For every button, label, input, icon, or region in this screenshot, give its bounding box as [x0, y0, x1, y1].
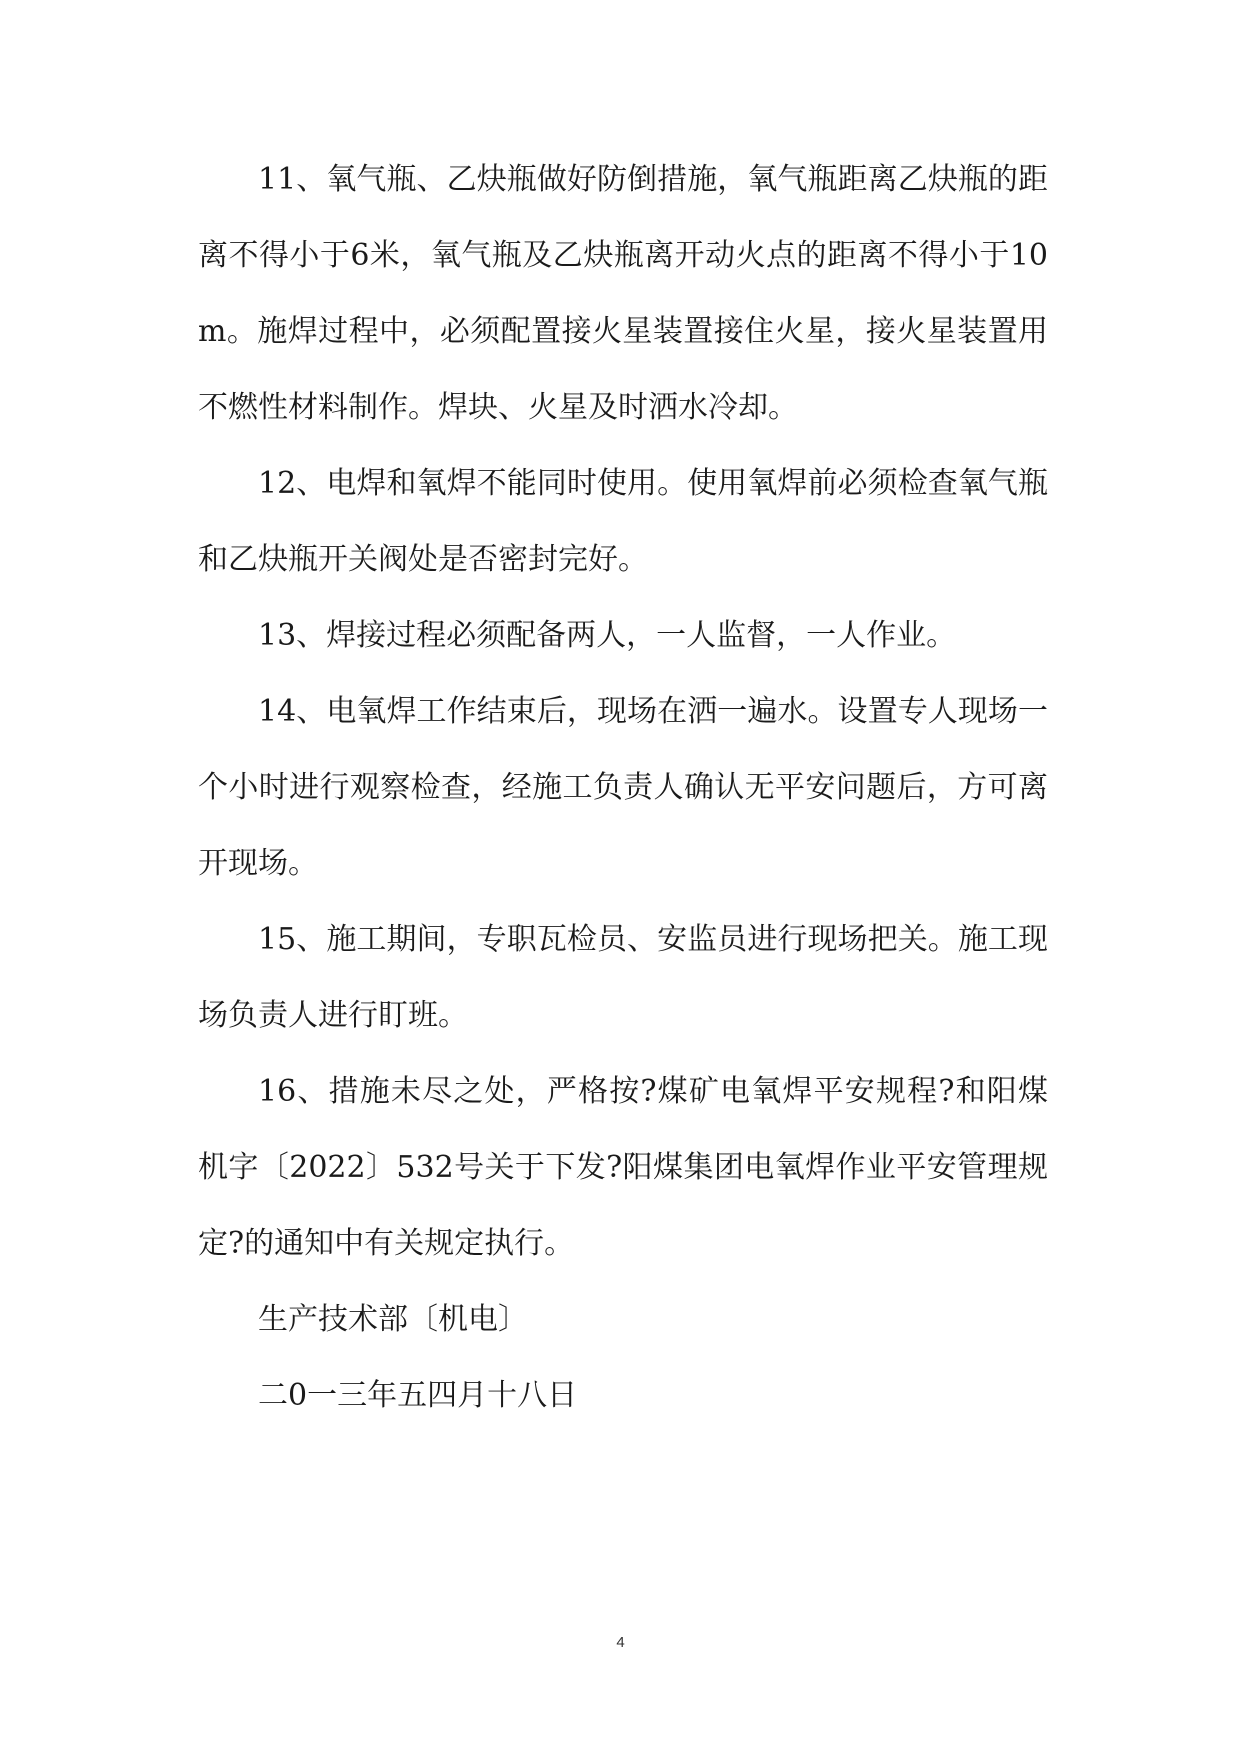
page-number: 4: [616, 1634, 625, 1651]
signature-department: 生产技术部〔机电〕: [258, 1302, 528, 1337]
document-body: [198, 142, 1048, 1434]
paragraph-item-13: 13、焊接过程必须配备两人，一人监督，一人作业。: [258, 618, 957, 653]
signature-date: 二0一三年五四月十八日: [258, 1378, 578, 1413]
paragraph-item-14: 14、电氧焊工作结束后，现场在洒一遍水。设置专人现场一个小时进行观察检查，经施工负责人确认无平安问题后，方可离开现场。: [198, 694, 1048, 881]
paragraph-item-12: 12、电焊和氧焊不能同时使用。使用氧焊前必须检查氧气瓶和乙炔瓶开关阀处是否密封完好。: [198, 466, 1048, 577]
paragraph-item-11: 11、氧气瓶、乙炔瓶做好防倒措施，氧气瓶距离乙炔瓶的距离不得小于6米，氧气瓶及乙炔瓶离开动火点的距离不得小于10m。施焊过程中，必须配置接火星装置接住火星，接火星装置用不燃性材料制作。焊块、火星及时洒水冷却。: [198, 162, 1048, 425]
paragraph-item-15: 15、施工期间，专职瓦检员、安监员进行现场把关。施工现场负责人进行盯班。: [198, 922, 1048, 1033]
paragraph-item-16: 16、措施未尽之处，严格按?煤矿电氧焊平安规程?和阳煤机字〔2022〕532号关于下发?阳煤集团电氧焊作业平安管理规定?的通知中有关规定执行。: [198, 1074, 1048, 1261]
